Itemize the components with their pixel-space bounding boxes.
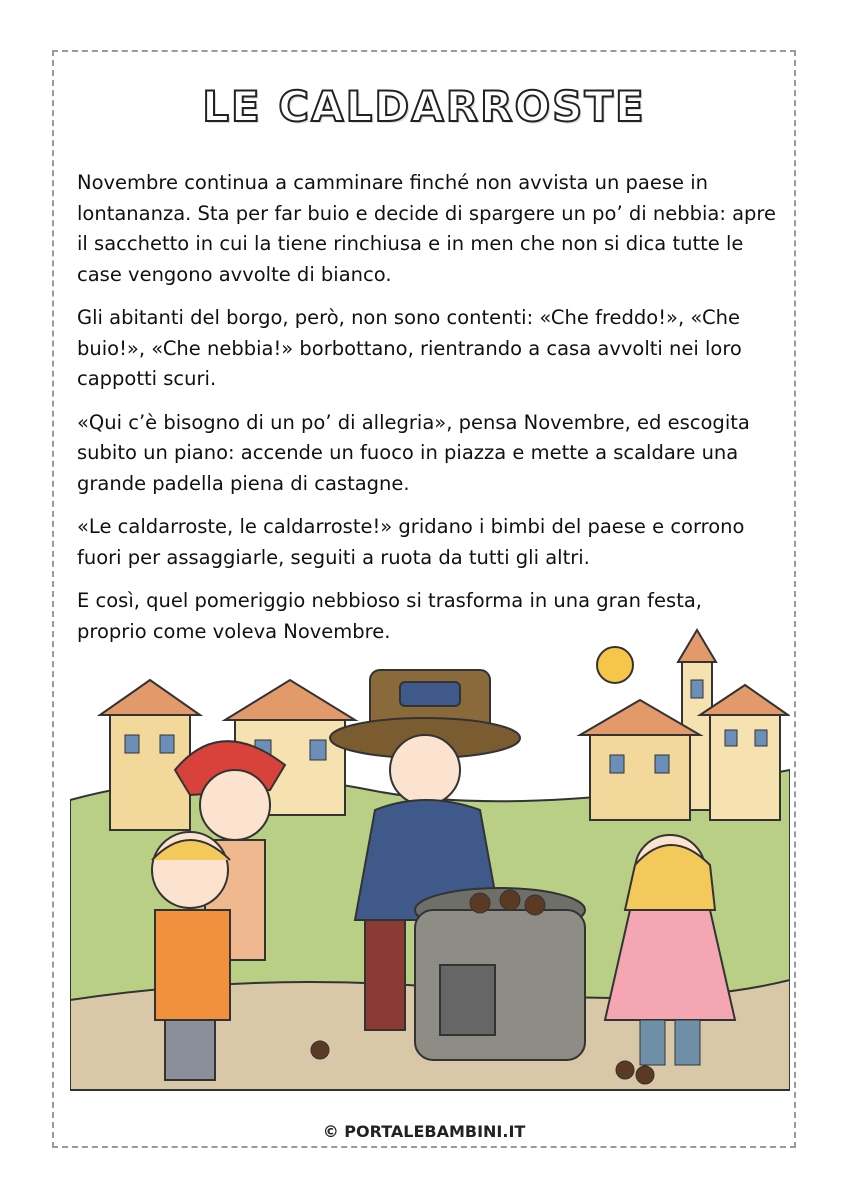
- paragraph-5: E così, quel pomeriggio nebbioso si trasforma in una gran festa, proprio come voleva Novembre.: [77, 589, 702, 643]
- chestnut: [311, 1041, 329, 1059]
- chestnut: [636, 1066, 654, 1084]
- copyright-footer: © PORTALEBAMBINI.IT: [322, 1122, 526, 1141]
- sun: [597, 647, 633, 683]
- paragraph-3: «Qui c’è bisogno di un po’ di allegria», pensa Novembre, ed escogita subito un piano: accende un fuoco in piazza e mette a scaldare una grande padella piena di castagne.: [77, 410, 750, 495]
- paragraph-1: Novembre continua a camminare finché non avvista un paese in lontananza. Sta per far buio e decide di spargere un po’ di nebbia: apre il sacchetto in cui la tiene rinchiusa e in men che non si dica tutte le case vengono avvolte di bianco.: [77, 171, 777, 286]
- paragraph-4: «Le caldarroste, le caldarroste!» gridano i bimbi del paese e corrono fuori per assaggiarle, seguiti a ruota da tutti gli altri.: [77, 515, 745, 569]
- house-left-1: [100, 680, 200, 830]
- story-text: [77, 168, 777, 660]
- chestnut: [616, 1061, 634, 1079]
- house-right-2: [700, 685, 788, 820]
- page-title: LE CALDARROSTE: [202, 82, 646, 131]
- chestnut-scene-illustration: [70, 620, 790, 1100]
- paragraph-2: Gli abitanti del borgo, però, non sono contenti: «Che freddo!», «Che buio!», «Che nebbia!» borbottano, rientrando a casa avvolti nei loro cappotti scuri.: [77, 306, 742, 390]
- roasting-stove: [415, 888, 585, 1060]
